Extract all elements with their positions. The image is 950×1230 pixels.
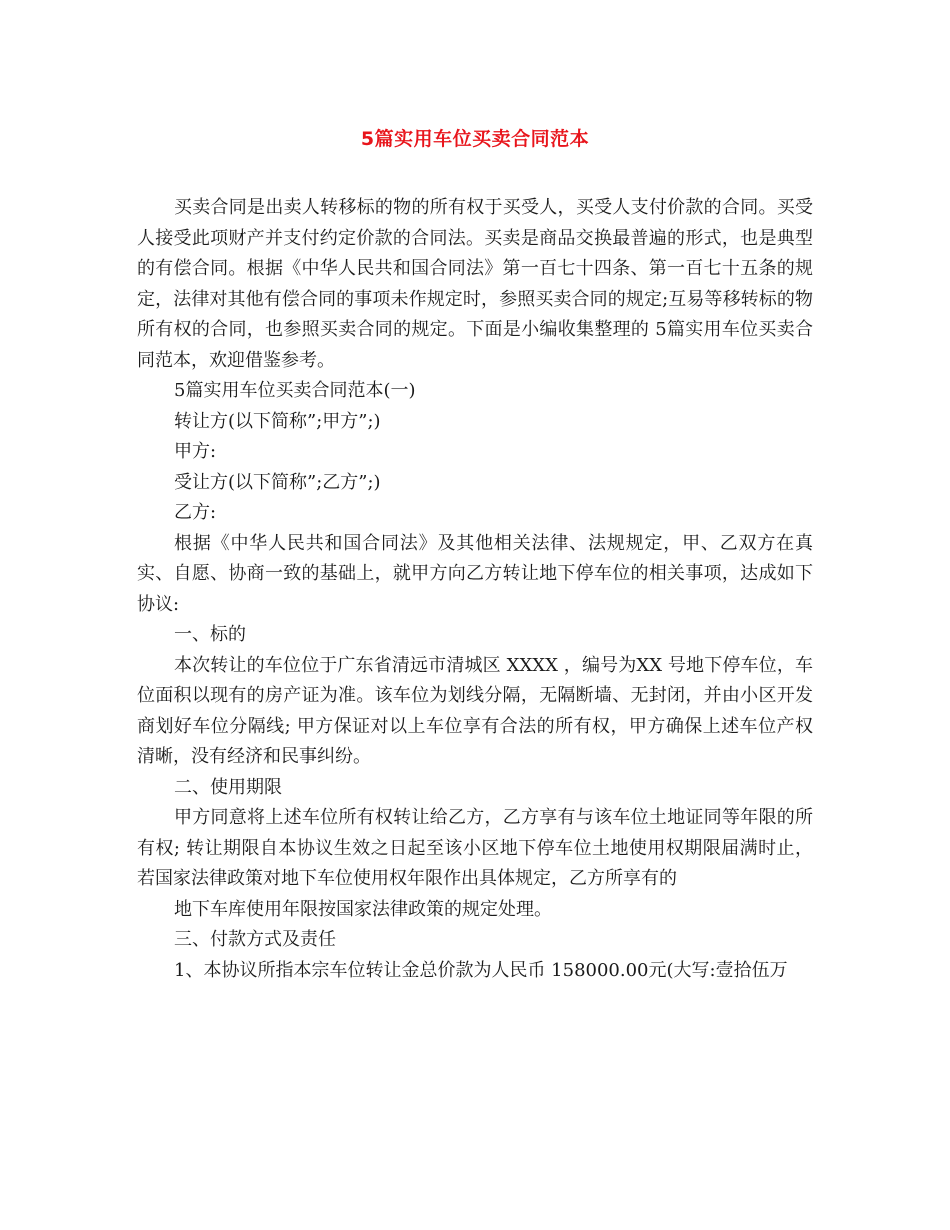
paragraph-party-a: 甲方: — [174, 441, 217, 462]
paragraph-clause-1-heading: 一、标的 — [174, 624, 246, 645]
paragraph-clause-2-body: 甲方同意将上述车位所有权转让给乙方，乙方享有与该车位土地证同等年限的所有权; 转让期限自本协议生效之日起至该小区地下停车位土地使用权期限届满时止，若国家法律政策对地下车位使用权年限作出具体规定，乙方所享有的 — [137, 807, 813, 889]
paragraph-preamble: 根据《中华人民共和国合同法》及其他相关法律、法规规定，甲、乙双方在真实、自愿、协商一致的基础上，就甲方向乙方转让地下停车位的相关事项，达成如下协议: — [137, 532, 813, 615]
paragraph-party-b: 乙方: — [174, 502, 217, 523]
paragraph-section-heading: 5篇实用车位买卖合同范本(一) — [174, 380, 416, 401]
document-body — [137, 193, 813, 986]
document-title: 5篇实用车位买卖合同范本 — [360, 128, 590, 150]
paragraph-transferee: 受让方(以下简称”;乙方”;) — [174, 471, 381, 493]
paragraph-transferor: 转让方(以下简称”;甲方”;) — [174, 410, 381, 432]
paragraph-intro: 买卖合同是出卖人转移标的物的所有权于买受人，买受人支付价款的合同。买受人接受此项财产并支付约定价款的合同法。买卖是商品交换最普遍的形式，也是典型的有偿合同。根据《中华人民共和国合同法》第一百七十四条、第一百七十五条的规定，法律对其他有偿合同的事项未作规定时，参照买卖合同的规定;互易等移转标的物所有权的合同，也参照买卖合同的规定。下面是小编收集整理的 5篇实用车位买卖合同范本，欢迎借鉴参考。 — [137, 197, 813, 371]
paragraph-clause-2-continued: 地下车库使用年限按国家法律政策的规定处理。 — [174, 898, 552, 920]
paragraph-clause-3-item-1: 1、本协议所指本宗车位转让金总价款为人民币 158000.00元(大写:壹拾伍万 — [174, 959, 788, 981]
paragraph-clause-2-heading: 二、使用期限 — [174, 776, 282, 798]
paragraph-clause-1-body: 本次转让的车位位于广东省清远市清城区 XXXX ，编号为XX 号地下停车位，车位面积以现有的房产证为准。该车位为划线分隔，无隔断墙、无封闭，并由小区开发商划好车位分隔线; 甲方保证对以上车位享有合法的所有权，甲方确保上述车位产权清晰，没有经济和民事纠纷。 — [137, 654, 813, 767]
paragraph-clause-3-heading: 三、付款方式及责任 — [174, 929, 336, 950]
